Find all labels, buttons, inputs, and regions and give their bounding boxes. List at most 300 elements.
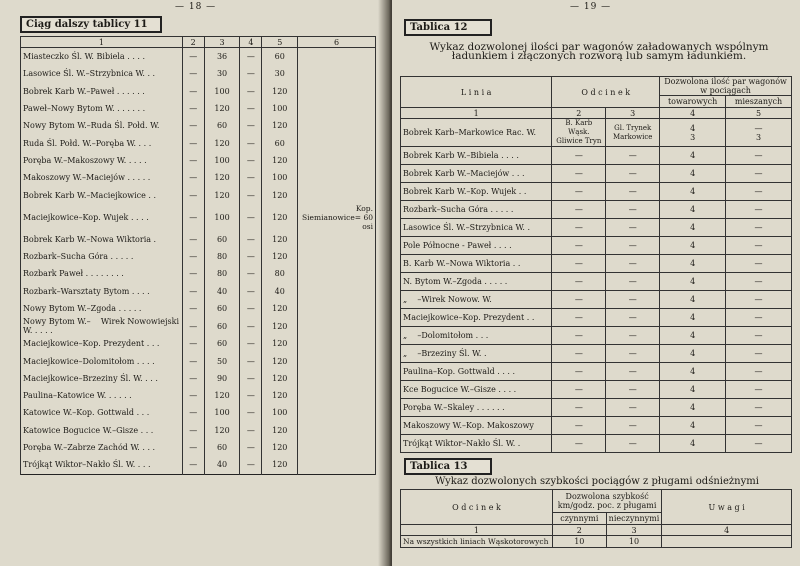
table-row xyxy=(21,404,376,421)
col3-cell: 120 xyxy=(204,387,240,404)
remark-cell xyxy=(298,265,376,282)
towarowych-cell: 4 xyxy=(660,291,726,309)
mieszanych-cell: — xyxy=(726,417,792,435)
table-row xyxy=(401,201,792,219)
odcinek-to-cell: — xyxy=(606,417,660,435)
col5-cell: 120 xyxy=(262,352,298,369)
col3-cell: 40 xyxy=(204,283,240,300)
table-row xyxy=(401,219,792,237)
table-row xyxy=(401,237,792,255)
col3-cell: 36 xyxy=(204,48,240,66)
col2-cell: — xyxy=(182,456,204,474)
line-name-cell: Maciejkowice–Brzeziny Śl. W. . . . xyxy=(21,370,183,387)
remark-cell: Kop. Siemianowice= 60 osi xyxy=(298,204,376,231)
line-name-cell: Miasteczko Śl. W. Bibiela . . . . xyxy=(21,48,183,66)
col-2: 2 xyxy=(182,37,204,48)
t13-head-czynnymi: czynnymi xyxy=(552,513,606,525)
odcinek-to-cell: — xyxy=(606,237,660,255)
t12-head-towarowych: towarowych xyxy=(660,96,726,108)
col2-cell: — xyxy=(182,283,204,300)
line-name-cell: Nowy Bytom W.–Zgoda . . . . . xyxy=(21,300,183,317)
odcinek-from-cell: — xyxy=(552,165,606,183)
line-name-cell: Bobrek Karb W.–Maciejkowice . . xyxy=(21,186,183,203)
col2-cell: — xyxy=(182,352,204,369)
linia-cell: B. Karb W.–Nowa Wiktoria . . xyxy=(401,255,552,273)
t13-head-nieczynnymi: nieczynnymi xyxy=(606,513,662,525)
remark-cell xyxy=(298,439,376,456)
linia-cell: Bobrek Karb W.–Kop. Wujek . . xyxy=(401,183,552,201)
col2-cell: — xyxy=(182,404,204,421)
t13-head-odcinek: O d c i n e k xyxy=(401,490,553,525)
col4-cell: — xyxy=(240,186,262,203)
col2-cell: — xyxy=(182,300,204,317)
col5-cell: 120 xyxy=(262,422,298,439)
t13-num-4: 4 xyxy=(662,525,792,536)
mieszanych-cell: — xyxy=(726,327,792,345)
col5-cell: 120 xyxy=(262,335,298,352)
col5-cell: 120 xyxy=(262,248,298,265)
col3-cell: 60 xyxy=(204,335,240,352)
mieszanych-cell: — xyxy=(726,255,792,273)
linia-cell: „ –Dolomitołom . . . xyxy=(401,327,552,345)
odcinek-to-cell: — xyxy=(606,147,660,165)
col3-cell: 100 xyxy=(204,83,240,100)
line-name-cell: Lasowice Śl. W.–Strzybnica W. . . xyxy=(21,65,183,82)
line-name-cell: Bobrek Karb W.–Nowa Wiktoria . xyxy=(21,231,183,248)
col5-cell: 120 xyxy=(262,300,298,317)
table-row xyxy=(21,83,376,100)
col2-cell: — xyxy=(182,265,204,282)
line-name-cell: Poręba W.–Zabrze Zachód W. . . . xyxy=(21,439,183,456)
linia-cell: Makoszowy W.–Kop. Makoszowy xyxy=(401,417,552,435)
mieszanych-cell: — xyxy=(726,381,792,399)
mieszanych-cell: — xyxy=(726,183,792,201)
col4-cell: — xyxy=(240,352,262,369)
odcinek-to-cell: — xyxy=(606,381,660,399)
odcinek-from-cell: — xyxy=(552,183,606,201)
col2-cell: — xyxy=(182,83,204,100)
table-row xyxy=(21,422,376,439)
table-11-body xyxy=(21,48,376,475)
remark-cell xyxy=(298,152,376,169)
t12-num-5: 5 xyxy=(726,108,792,119)
linia-cell: Bobrek Karb–Markowice Rac. W. xyxy=(401,119,552,147)
odcinek-from-cell: — xyxy=(552,201,606,219)
col5-cell: 100 xyxy=(262,404,298,421)
towarowych-cell: 4 xyxy=(660,201,726,219)
col5-cell: 120 xyxy=(262,317,298,335)
table-row xyxy=(21,352,376,369)
table-row xyxy=(21,283,376,300)
col4-cell: — xyxy=(240,152,262,169)
table-13-title: Wykaz dozwolonych szybkości pociągów z pługami odśnieżnymi xyxy=(435,476,759,487)
table-row xyxy=(21,300,376,317)
table-row xyxy=(21,48,376,66)
remark-cell xyxy=(298,231,376,248)
mieszanych-cell: — xyxy=(726,435,792,453)
remark-cell xyxy=(298,83,376,100)
line-name-cell: Maciejkowice–Kop. Wujek . . . . xyxy=(21,204,183,231)
odcinek-to-cell: — xyxy=(606,273,660,291)
table-12-title: Wykaz dozwolonej ilości par wagonów załadowanych wspólnym ładunkiem i złączonych rozworą lub samym ładunkiem. xyxy=(429,41,769,62)
t12-head-dozwolona: Dozwolona ilość par wagonów w pociągach xyxy=(660,77,792,96)
col2-cell: — xyxy=(182,387,204,404)
towarowych-cell: 4 xyxy=(660,345,726,363)
t13-head-uwagi: U w a g i xyxy=(662,490,792,525)
table-row xyxy=(21,231,376,248)
remark-cell xyxy=(298,370,376,387)
col4-cell: — xyxy=(240,248,262,265)
col2-cell: — xyxy=(182,422,204,439)
col3-cell: 80 xyxy=(204,248,240,265)
line-name-cell: Nowy Bytom W.–Ruda Śl. Połd. W. xyxy=(21,117,183,134)
table-row xyxy=(401,399,792,417)
odcinek-to-cell: — xyxy=(606,363,660,381)
col5-cell: 120 xyxy=(262,387,298,404)
linia-cell: Poręba W.–Skaley . . . . . . xyxy=(401,399,552,417)
table-row xyxy=(21,370,376,387)
t12-num-1: 1 xyxy=(401,108,552,119)
table-row xyxy=(401,255,792,273)
col3-cell: 60 xyxy=(204,117,240,134)
col4-cell: — xyxy=(240,370,262,387)
col4-cell: — xyxy=(240,265,262,282)
col5-cell: 80 xyxy=(262,265,298,282)
remark-cell xyxy=(298,248,376,265)
odcinek-from-cell: — xyxy=(552,219,606,237)
table-row xyxy=(401,119,792,147)
table-row xyxy=(21,152,376,169)
table-11-continued xyxy=(20,36,376,475)
col5-cell: 100 xyxy=(262,169,298,186)
mieszanych-cell: — xyxy=(726,291,792,309)
table-row xyxy=(401,345,792,363)
t12-head-linia: L i n i a xyxy=(401,77,552,108)
col4-cell: — xyxy=(240,48,262,66)
col2-cell: — xyxy=(182,231,204,248)
col5-cell: 120 xyxy=(262,204,298,231)
remark-cell xyxy=(298,169,376,186)
col4-cell: — xyxy=(240,100,262,117)
col4-cell: — xyxy=(240,335,262,352)
table-row xyxy=(21,439,376,456)
continuation-header: Ciąg dalszy tablicy 11 xyxy=(20,16,162,33)
left-page xyxy=(0,0,390,566)
table-row xyxy=(401,381,792,399)
line-name-cell: Rozbark Paweł . . . . . . . . xyxy=(21,265,183,282)
table-row xyxy=(401,417,792,435)
linia-cell: Paulina–Kop. Gottwald . . . . xyxy=(401,363,552,381)
page-number-right: — 19 — xyxy=(570,2,612,12)
linia-cell: „ –Wirek Nowow. W. xyxy=(401,291,552,309)
col2-cell: — xyxy=(182,370,204,387)
linia-cell: Rozbark–Sucha Góra . . . . . xyxy=(401,201,552,219)
odcinek-to-cell: — xyxy=(606,309,660,327)
line-name-cell: Maciejkowice–Dolomitołom . . . . xyxy=(21,352,183,369)
linia-cell: Bobrek Karb W.–Maciejów . . . xyxy=(401,165,552,183)
linia-cell: Pole Północne - Paweł . . . . xyxy=(401,237,552,255)
col4-cell: — xyxy=(240,204,262,231)
line-name-cell: Paweł–Nowy Bytom W. . . . . . . xyxy=(21,100,183,117)
remark-cell xyxy=(298,117,376,134)
mieszanych-cell: — xyxy=(726,165,792,183)
col5-cell: 120 xyxy=(262,186,298,203)
table-row xyxy=(21,65,376,82)
odcinek-from-cell: — xyxy=(552,255,606,273)
col5-cell: 120 xyxy=(262,370,298,387)
col3-cell: 60 xyxy=(204,231,240,248)
towarowych-cell: 4 xyxy=(660,165,726,183)
table-row xyxy=(401,165,792,183)
linia-cell: „ –Brzeziny Śl. W. . xyxy=(401,345,552,363)
col3-cell: 120 xyxy=(204,169,240,186)
t13-uwagi-cell xyxy=(662,536,792,548)
col2-cell: — xyxy=(182,117,204,134)
line-name-cell: Katowice W.–Kop. Gottwald . . . xyxy=(21,404,183,421)
t12-num-2: 2 xyxy=(552,108,606,119)
col3-cell: 50 xyxy=(204,352,240,369)
remark-cell xyxy=(298,335,376,352)
col3-cell: 60 xyxy=(204,317,240,335)
col-6: 6 xyxy=(298,37,376,48)
col5-cell: 120 xyxy=(262,456,298,474)
col3-cell: 100 xyxy=(204,152,240,169)
mieszanych-cell: — xyxy=(726,147,792,165)
col4-cell: — xyxy=(240,422,262,439)
col5-cell: 100 xyxy=(262,100,298,117)
line-name-cell: Nowy Bytom W.– Wirek Nowowiejski W. . . . . xyxy=(21,317,183,335)
col4-cell: — xyxy=(240,134,262,151)
col-5: 5 xyxy=(262,37,298,48)
table-row xyxy=(21,186,376,203)
mieszanych-cell: — xyxy=(726,363,792,381)
col2-cell: — xyxy=(182,335,204,352)
odcinek-to-cell: — xyxy=(606,435,660,453)
table-row xyxy=(401,147,792,165)
col3-cell: 120 xyxy=(204,422,240,439)
col3-cell: 30 xyxy=(204,65,240,82)
table-row xyxy=(21,317,376,335)
odcinek-from-cell: — xyxy=(552,273,606,291)
line-name-cell: Paulina–Katowice W. . . . . . xyxy=(21,387,183,404)
line-name-cell: Ruda Śl. Połd. W.–Poręba W. . . . xyxy=(21,134,183,151)
col2-cell: — xyxy=(182,317,204,335)
odcinek-from-cell: — xyxy=(552,147,606,165)
line-name-cell: Katowice Bogucice W.–Gisze . . . xyxy=(21,422,183,439)
odcinek-from-cell: — xyxy=(552,381,606,399)
remark-cell xyxy=(298,404,376,421)
remark-cell xyxy=(298,65,376,82)
t12-num-3: 3 xyxy=(606,108,660,119)
col2-cell: — xyxy=(182,100,204,117)
table-row xyxy=(401,309,792,327)
col2-cell: — xyxy=(182,204,204,231)
linia-cell: Lasowice Śl. W.–Strzybnica W. . xyxy=(401,219,552,237)
mieszanych-cell: — xyxy=(726,309,792,327)
table-row xyxy=(21,335,376,352)
towarowych-cell: 4 xyxy=(660,273,726,291)
col2-cell: — xyxy=(182,48,204,66)
odcinek-to-cell: — xyxy=(606,201,660,219)
odcinek-from-cell: — xyxy=(552,399,606,417)
towarowych-cell: 4 xyxy=(660,327,726,345)
odcinek-from-cell: — xyxy=(552,363,606,381)
odcinek-to-cell: — xyxy=(606,219,660,237)
towarowych-cell: 4 xyxy=(660,363,726,381)
col2-cell: — xyxy=(182,248,204,265)
remark-cell xyxy=(298,283,376,300)
odcinek-to-cell: — xyxy=(606,255,660,273)
col4-cell: — xyxy=(240,439,262,456)
table-row xyxy=(401,327,792,345)
col5-cell: 120 xyxy=(262,439,298,456)
right-page xyxy=(392,0,800,566)
odcinek-to-cell: — xyxy=(606,183,660,201)
col-1: 1 xyxy=(21,37,183,48)
line-name-cell: Rozbark–Sucha Góra . . . . . xyxy=(21,248,183,265)
col4-cell: — xyxy=(240,283,262,300)
col5-cell: 60 xyxy=(262,134,298,151)
towarowych-cell: 4 xyxy=(660,309,726,327)
linia-cell: Maciejkowice–Kop. Prezydent . . xyxy=(401,309,552,327)
col3-cell: 90 xyxy=(204,370,240,387)
odcinek-to-cell: — xyxy=(606,399,660,417)
col4-cell: — xyxy=(240,169,262,186)
remark-cell xyxy=(298,422,376,439)
remark-cell xyxy=(298,48,376,66)
col3-cell: 40 xyxy=(204,456,240,474)
towarowych-cell: 4 xyxy=(660,255,726,273)
table-row xyxy=(401,183,792,201)
col2-cell: — xyxy=(182,439,204,456)
mieszanych-cell: — xyxy=(726,237,792,255)
col5-cell: 120 xyxy=(262,152,298,169)
line-name-cell: Trójkąt Wiktor–Nakło Śl. W. . . . xyxy=(21,456,183,474)
col2-cell: — xyxy=(182,65,204,82)
line-name-cell: Bobrek Karb W.–Paweł . . . . . . xyxy=(21,83,183,100)
t12-head-mieszanych: mieszanych xyxy=(726,96,792,108)
table-12-label: Tablica 12 xyxy=(404,19,492,36)
t13-czynnymi-cell: 10 xyxy=(552,536,606,548)
remark-cell xyxy=(298,317,376,335)
odcinek-from-cell: — xyxy=(552,435,606,453)
table-row xyxy=(21,456,376,474)
odcinek-from-cell: — xyxy=(552,327,606,345)
col4-cell: — xyxy=(240,404,262,421)
linia-cell: Bobrek Karb W.–Bibiela . . . . xyxy=(401,147,552,165)
table-12 xyxy=(400,76,792,453)
col3-cell: 120 xyxy=(204,100,240,117)
towarowych-cell: 4 xyxy=(660,417,726,435)
linia-cell: N. Bytom W.–Zgoda . . . . . xyxy=(401,273,552,291)
table-row xyxy=(401,363,792,381)
line-name-cell: Makoszowy W.–Maciejów . . . . . xyxy=(21,169,183,186)
table-row xyxy=(401,435,792,453)
col3-cell: 120 xyxy=(204,186,240,203)
t12-head-odcinek: O d c i n e k xyxy=(552,77,660,108)
odcinek-to-cell: — xyxy=(606,345,660,363)
line-name-cell: Poręba W.–Makoszowy W. . . . . xyxy=(21,152,183,169)
towarowych-cell: 4 xyxy=(660,237,726,255)
col4-cell: — xyxy=(240,317,262,335)
col5-cell: 120 xyxy=(262,117,298,134)
col2-cell: — xyxy=(182,152,204,169)
towarowych-cell: 4 xyxy=(660,219,726,237)
mieszanych-cell: — xyxy=(726,219,792,237)
table-row xyxy=(21,100,376,117)
odcinek-to-cell: — xyxy=(606,327,660,345)
odcinek-from-cell: — xyxy=(552,291,606,309)
col4-cell: — xyxy=(240,65,262,82)
towarowych-cell: 4 xyxy=(660,183,726,201)
table-row xyxy=(401,291,792,309)
table-row xyxy=(21,134,376,151)
table-row xyxy=(21,117,376,134)
towarowych-cell: 4 3 xyxy=(660,119,726,147)
table-12-body xyxy=(401,119,792,453)
table-13-label: Tablica 13 xyxy=(404,458,492,475)
t13-num-1: 1 xyxy=(401,525,553,536)
col5-cell: 40 xyxy=(262,283,298,300)
linia-cell: Trójkąt Wiktor–Nakło Śl. W. . xyxy=(401,435,552,453)
table-row xyxy=(21,248,376,265)
remark-cell xyxy=(298,186,376,203)
col2-cell: — xyxy=(182,169,204,186)
odcinek-from-cell: B. Karb Wąsk. Gliwice Tryn xyxy=(552,119,606,147)
col4-cell: — xyxy=(240,456,262,474)
t13-nieczynnymi-cell: 10 xyxy=(606,536,662,548)
odcinek-from-cell: — xyxy=(552,237,606,255)
remark-cell xyxy=(298,352,376,369)
col4-cell: — xyxy=(240,117,262,134)
column-number-row xyxy=(21,37,376,48)
table-row xyxy=(21,265,376,282)
odcinek-from-cell: — xyxy=(552,309,606,327)
col4-cell: — xyxy=(240,387,262,404)
t13-num-3: 3 xyxy=(606,525,662,536)
col3-cell: 120 xyxy=(204,134,240,151)
odcinek-from-cell: — xyxy=(552,345,606,363)
col3-cell: 100 xyxy=(204,204,240,231)
t12-num-4: 4 xyxy=(660,108,726,119)
col3-cell: 100 xyxy=(204,404,240,421)
odcinek-to-cell: — xyxy=(606,165,660,183)
col5-cell: 30 xyxy=(262,65,298,82)
t13-num-2: 2 xyxy=(552,525,606,536)
towarowych-cell: 4 xyxy=(660,147,726,165)
col4-cell: — xyxy=(240,231,262,248)
remark-cell xyxy=(298,100,376,117)
table-row xyxy=(21,387,376,404)
mieszanych-cell: — xyxy=(726,273,792,291)
table-row xyxy=(401,273,792,291)
remark-cell xyxy=(298,134,376,151)
col4-cell: — xyxy=(240,83,262,100)
towarowych-cell: 4 xyxy=(660,381,726,399)
col3-cell: 60 xyxy=(204,300,240,317)
mieszanych-cell: — xyxy=(726,399,792,417)
linia-cell: Kce Bogucice W.–Gisze . . . . xyxy=(401,381,552,399)
page-number-left: — 18 — xyxy=(175,2,217,12)
table-13 xyxy=(400,489,792,548)
t13-head-dozwolona: Dozwolona szybkość km/godz. poc. z pługami xyxy=(552,490,661,513)
line-name-cell: Rozbark–Warsztaty Bytom . . . . xyxy=(21,283,183,300)
mieszanych-cell: — xyxy=(726,345,792,363)
col-3: 3 xyxy=(204,37,240,48)
col-4: 4 xyxy=(240,37,262,48)
odcinek-to-cell: — xyxy=(606,291,660,309)
col4-cell: — xyxy=(240,300,262,317)
